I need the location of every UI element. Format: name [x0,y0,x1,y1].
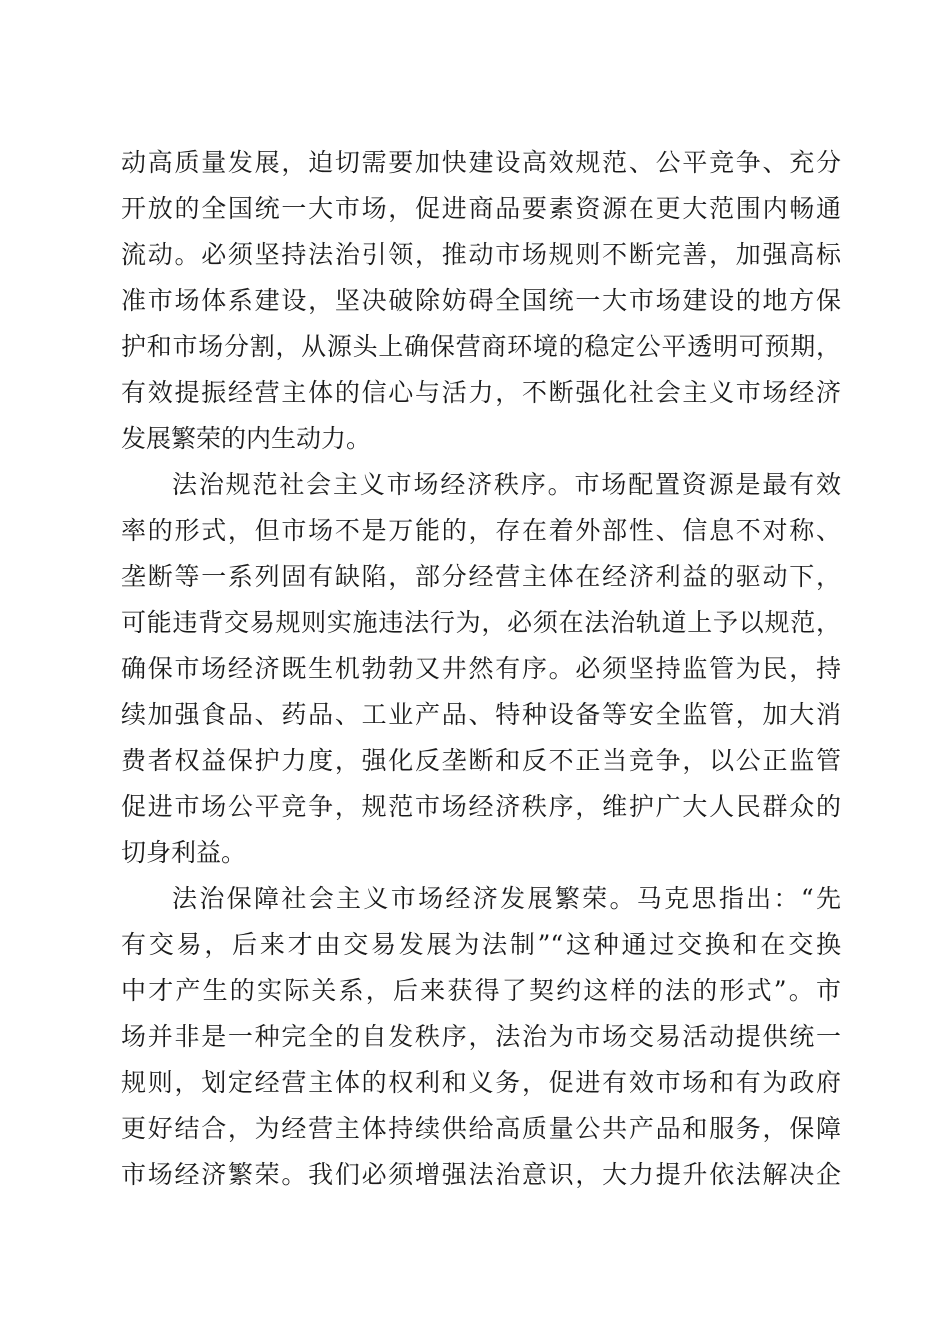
text-line: 促进市场公平竞争，规范市场经济秩序，维护广大人民群众的 [121,792,841,821]
text-line: 准市场体系建设，坚决破除妨碍全国统一大市场建设的地方保 [121,286,841,315]
text-line: 流动。必须坚持法治引领，推动市场规则不断完善，加强高标 [121,240,841,269]
text-line: 垄断等一系列固有缺陷，部分经营主体在经济利益的驱动下， [121,562,841,591]
text-line: 率的形式，但市场不是万能的，存在着外部性、信息不对称、 [121,516,841,545]
text-line: 规则，划定经营主体的权利和义务，促进有效市场和有为政府 [121,1068,841,1097]
text-line: 更好结合，为经营主体持续供给高质量公共产品和服务，保障 [121,1114,841,1143]
text-line: 有效提振经营主体的信心与活力，不断强化社会主义市场经济 [121,378,841,407]
text-line: 动高质量发展，迫切需要加快建设高效规范、公平竞争、充分 [121,148,841,177]
paragraph-heading-line: 法治规范社会主义市场经济秩序。市场配置资源是最有效 [172,470,841,499]
text-line: 费者权益保护力度，强化反垄断和反不正当竞争，以公正监管 [121,746,841,775]
text-line: 可能违背交易规则实施违法行为，必须在法治轨道上予以规范， [121,608,841,637]
text-line: 开放的全国统一大市场，促进商品要素资源在更大范围内畅通 [121,194,841,223]
text-line: 确保市场经济既生机勃勃又井然有序。必须坚持监管为民，持 [121,654,841,683]
paragraph-heading-line: 法治保障社会主义市场经济发展繁荣。马克思指出：“先 [172,884,841,913]
text-line: 护和市场分割，从源头上确保营商环境的稳定公平透明可预期， [121,332,841,361]
text-line: 发展繁荣的内生动力。 [121,424,372,453]
text-line: 中才产生的实际关系，后来获得了契约这样的法的形式”。市 [121,976,841,1005]
text-line: 有交易，后来才由交易发展为法制”“这种通过交换和在交换 [121,930,841,959]
text-line: 场并非是一种完全的自发秩序，法治为市场交易活动提供统一 [121,1022,841,1051]
text-line: 市场经济繁荣。我们必须增强法治意识，大力提升依法解决企 [121,1160,841,1189]
text-line: 切身利益。 [121,838,247,867]
text-line: 续加强食品、药品、工业产品、特种设备等安全监管，加大消 [121,700,841,729]
